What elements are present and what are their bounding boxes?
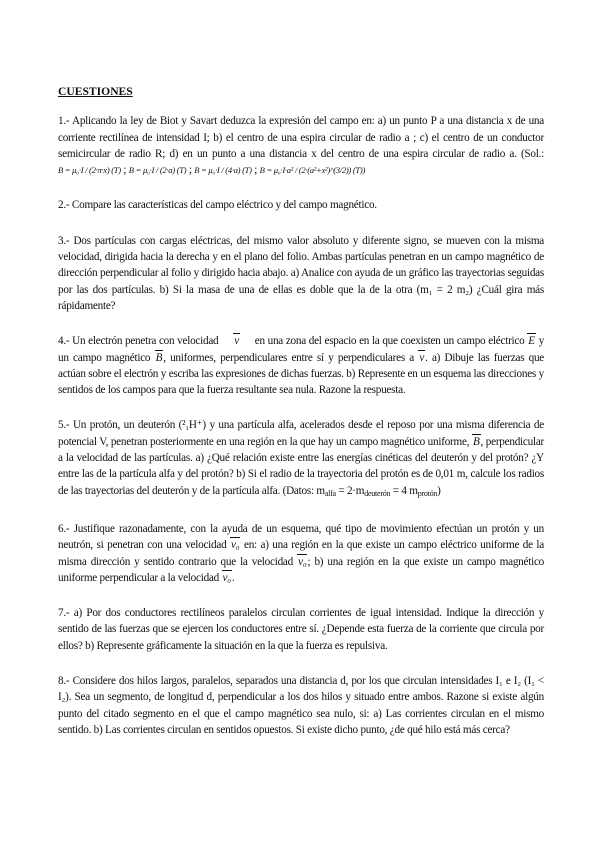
magnetic-field-vector-symbol: B	[472, 434, 481, 450]
mass-subscript-alfa: alfa	[324, 488, 336, 498]
question-7	[58, 605, 544, 654]
mass-subscript-deuteron: deuterón	[364, 488, 391, 498]
formula-4: B = μ₀·I·a² / (2·(a²+x²)^(3/2)) (T))	[259, 165, 366, 176]
question-4-text-b: en una zona del espacio en la que coexisten un campo eléctrico	[254, 335, 525, 348]
question-5-text-a: 5.- Un protón, un deuterón (²₁H⁺) y una partícula alfa, acelerados desde el reposo por una misma diferencia de potencial V, penetran posteriormente en una región en la que hay un campo magnético uniforme,	[58, 419, 544, 448]
formula-3: B = μ₀·I / (4·a) (T)	[194, 165, 252, 176]
electric-field-vector-symbol: E	[527, 333, 536, 349]
exercise-sheet	[58, 84, 544, 757]
initial-velocity-symbol: v₀	[230, 537, 240, 553]
question-8-text: 8.- Considere dos hilos largos, paralelos, separados una distancia d, por los que circulan intensidades I₁ e I₂ (I₁ < I₂). Sea un segmento, de longitud d, perpendicular a los dos hilos y situado entre ambos. Razone si existe algún punto del citado segmento en el que el campo magnético sea nulo, si: a) Las corrientes circulan en el mismo sentido. b) Las corrientes circulan en sentidos opuestos. Si existe dicho punto, ¿de qué hilo está más cerca?	[58, 675, 544, 736]
initial-velocity-symbol-3: v₀	[222, 570, 232, 586]
question-5	[58, 417, 544, 501]
question-4-text-e: . a) Dibuje las fuerzas que actúan sobre el electrón y escriba las expresiones de dichas fuerzas. b) Represente en un esquema las direcciones y sentidos de los campos para que la fuerza resultante sea nula. Razone la respuesta.	[58, 351, 545, 397]
section-heading: CUESTIONES	[58, 85, 133, 98]
velocity-vector-symbol: v	[233, 333, 240, 349]
mass-subscript-proton: protón	[417, 488, 438, 498]
question-1: 1.- Aplicando la ley de Biot y Savart deduzca la expresión del campo en: a) un punto P a una distancia x de una corriente rectilínea de intensidad I; b) el centro de una espira circular de radio a ; c) el centro de un conductor semicircular de radio R; d) en un punto a una distancia x del centro de una espira circular de radio a. (Sol.: B = μ₀·I / (2·π·x) (T) ; B = μ₀·I / (2·a) (T) ; B = μ₀·I / (4·a) (T) ; B = μ₀·I·a² / (2·(a²+x²)^(3/2)) (T))	[58, 115, 544, 177]
formula-1: B = μ₀·I / (2·π·x) (T)	[58, 165, 121, 176]
question-5-text-c: = 2·m	[338, 484, 365, 497]
question-6	[58, 521, 544, 586]
question-5-text-b: , perpendicular a la velocidad de las partículas. a) ¿Qué relación existe entre las energías cinéticas del deuterón y del protón? ¿Y entre las de la partícula alfa y del protón? b) Si el radio de la trayectoria del protón es de 0,01 m, calcule los radios de las trayectorias del deuterón y de la partícula alfa. (Datos: m	[58, 435, 545, 497]
question-6-text-c: ; b) una región en la que existe un campo magnético uniforme perpendicular a la velocidad	[58, 555, 545, 584]
question-8	[58, 673, 544, 738]
question-5-text-d: = 4 m	[392, 484, 418, 497]
formula-2: B = μ₀·I / (2·a) (T)	[128, 165, 187, 176]
magnetic-field-vector-symbol: B	[155, 350, 164, 366]
question-2-text: 2.- Compare las características del campo eléctrico y del campo magnético.	[58, 199, 377, 212]
question-1-text: 1.- Aplicando la ley de Biot y Savart deduzca la expresión del campo en: a) un punto P a una distancia x de una corriente rectilínea de intensidad I; b) el centro de una espira circular de radio a ; c) el centro de un conductor semicircular de radio R; d) en un punto a una distancia x del centro de una espira circular de radio a. (Sol.:	[58, 115, 544, 160]
question-6-text-b: en: a) una región en la que existe un campo eléctrico uniforme de la misma dirección y sentido contrario que la velocidad	[58, 539, 545, 568]
initial-velocity-symbol-2: v₀	[297, 554, 307, 570]
question-4-text-d: , uniformes, perpendiculares entre sí y perpendiculares a	[163, 351, 414, 364]
question-4-text-a: 4.- Un electrón penetra con velocidad	[58, 335, 219, 348]
question-6-text-d: .	[231, 571, 235, 584]
question-3-text: 3.- Dos partículas con cargas eléctricas, del mismo valor absoluto y diferente signo, se mueven con la misma velocidad, dirigida hacia la derecha y en el plano del folio. Ambas partículas penetran en un campo magnético de dirección perpendicular al folio y dirigido hacia abajo. a) Analice con ayuda de un gráfico las trayectorias seguidas por las dos partículas. b) Si la masa de una de ellas es doble que la de la otra (m₁ = 2 m₂) ¿Cuál gira más rápidamente?	[58, 234, 544, 312]
question-4-text-c: y un campo magnético	[58, 335, 545, 364]
question-4	[58, 333, 544, 398]
velocity-vector-symbol-2: v	[418, 350, 425, 366]
question-2	[58, 197, 544, 213]
question-7-text: 7.- a) Por dos conductores rectilíneos paralelos circulan corrientes de igual intensidad. Indique la dirección y sentido de las fuerzas que se ejercen los conductores entre sí. ¿Depende esta fuerza de la corriente que circula por ellos? b) Represente gráficamente la situación en la que la fuerza es repulsiva.	[58, 607, 544, 652]
question-6-text-a: 6.- Justifique razonadamente, con la ayuda de un esquema, qué tipo de movimiento efectúan un protón y un neutrón, si penetran con una velocidad	[58, 522, 544, 552]
question-5-text-e: )	[437, 484, 441, 497]
question-3	[58, 233, 544, 314]
